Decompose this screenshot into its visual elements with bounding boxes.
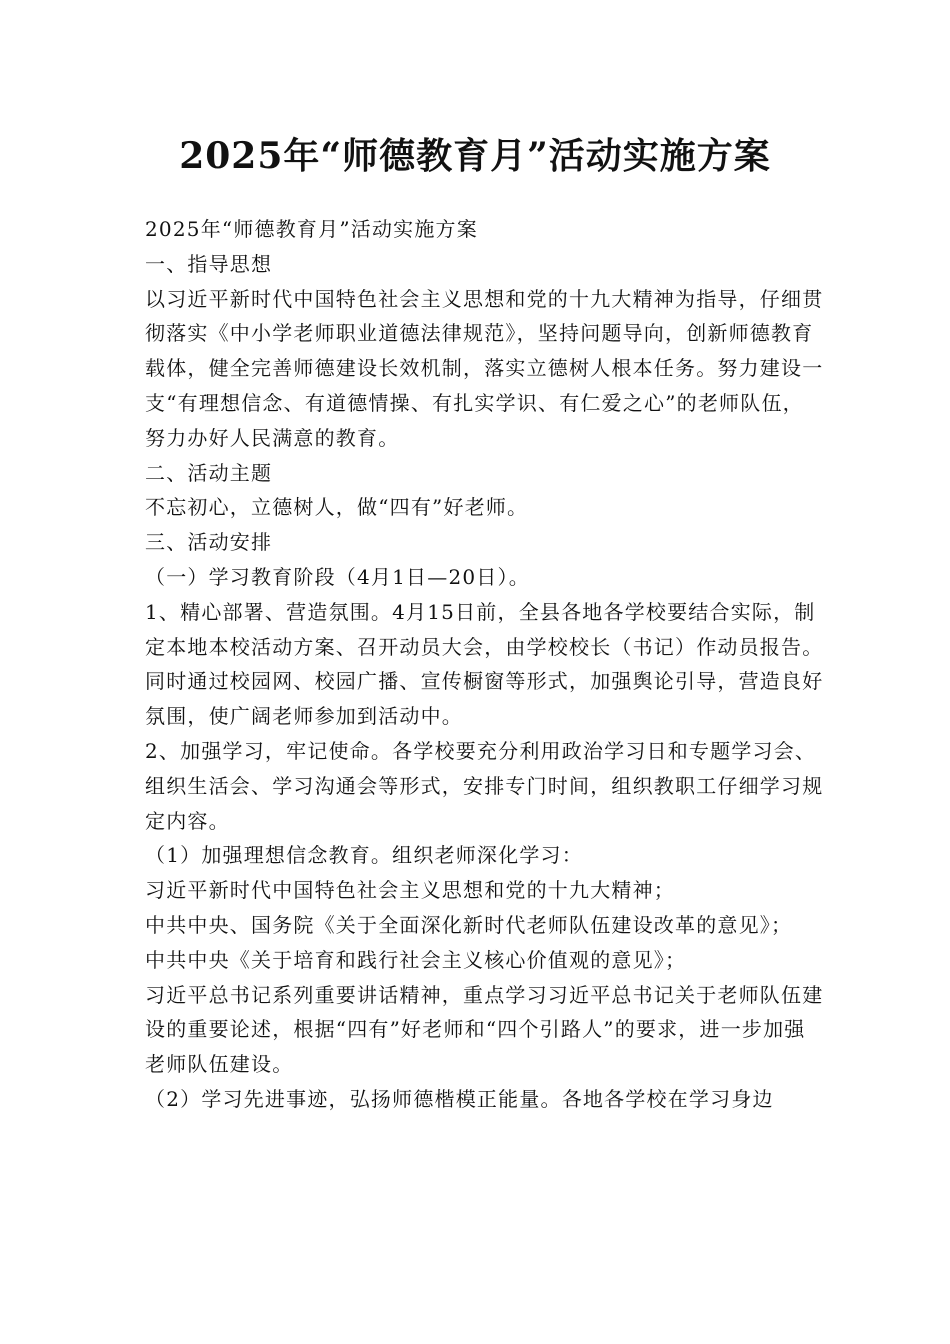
paragraph-subtitle: 2025年“师德教育月”活动实施方案 — [145, 217, 478, 241]
paragraph-study-content-4: 习近平总书记系列重要讲话精神，重点学习习近平总书记关于老师队伍建设的重要论述，根据“四有”好老师和“四个引路人”的要求，进一步加强老师队伍建设。 — [145, 982, 824, 1077]
heading-guiding-ideology: 一、指导思想 — [145, 251, 273, 276]
paragraph-guiding-ideology: 以习近平新时代中国特色社会主义思想和党的十九大精神为指导，仔细贯彻落实《中小学老师职业道德法律规范》，坚持问题导向，创新师德教育载体，健全完善师德建设长效机制，落实立德树人根本任务。努力建设一支“有理想信念、有道德情操、有扎实学识、有仁爱之心”的老师队伍，努力办好人民满意的教育。 — [145, 286, 824, 450]
paragraph-study-content-1: 习近平新时代中国特色社会主义思想和党的十九大精神； — [145, 878, 675, 903]
document-body — [145, 212, 825, 1117]
paragraph-study-content-2: 中共中央、国务院《关于全面深化新时代老师队伍建设改革的意见》； — [145, 912, 793, 937]
heading-activity-arrangement: 三、活动安排 — [145, 530, 273, 555]
document-title: 2025年“师德教育月”活动实施方案 — [179, 135, 771, 177]
paragraph-subitem-2: （2）学习先进事迹，弘扬师德楷模正能量。各地各学校在学习身边 — [145, 1086, 774, 1111]
heading-activity-theme: 二、活动主题 — [145, 460, 273, 485]
paragraph-activity-theme: 不忘初心，立德树人，做“四有”好老师。 — [145, 495, 529, 520]
paragraph-study-content-3: 中共中央《关于培育和践行社会主义核心价值观的意见》； — [145, 947, 687, 972]
paragraph-item-2: 2、加强学习，牢记使命。各学校要充分利用政治学习日和专题学习会、组织生活会、学习沟通会等形式，安排专门时间，组织教职工仔细学习规定内容。 — [145, 738, 824, 833]
subheading-study-stage: （一）学习教育阶段（4月1日—20日）。 — [145, 564, 530, 589]
paragraph-item-1: 1、精心部署、营造氛围。4月15日前，全县各地各学校要结合实际，制定本地本校活动方案、召开动员大会，由学校校长（书记）作动员报告。同时通过校园网、校园广播、宣传橱窗等形式，加强舆论引导，营造良好氛围，使广阔老师参加到活动中。 — [145, 599, 824, 729]
paragraph-subitem-1: （1）加强理想信念教育。组织老师深化学习： — [145, 843, 583, 868]
